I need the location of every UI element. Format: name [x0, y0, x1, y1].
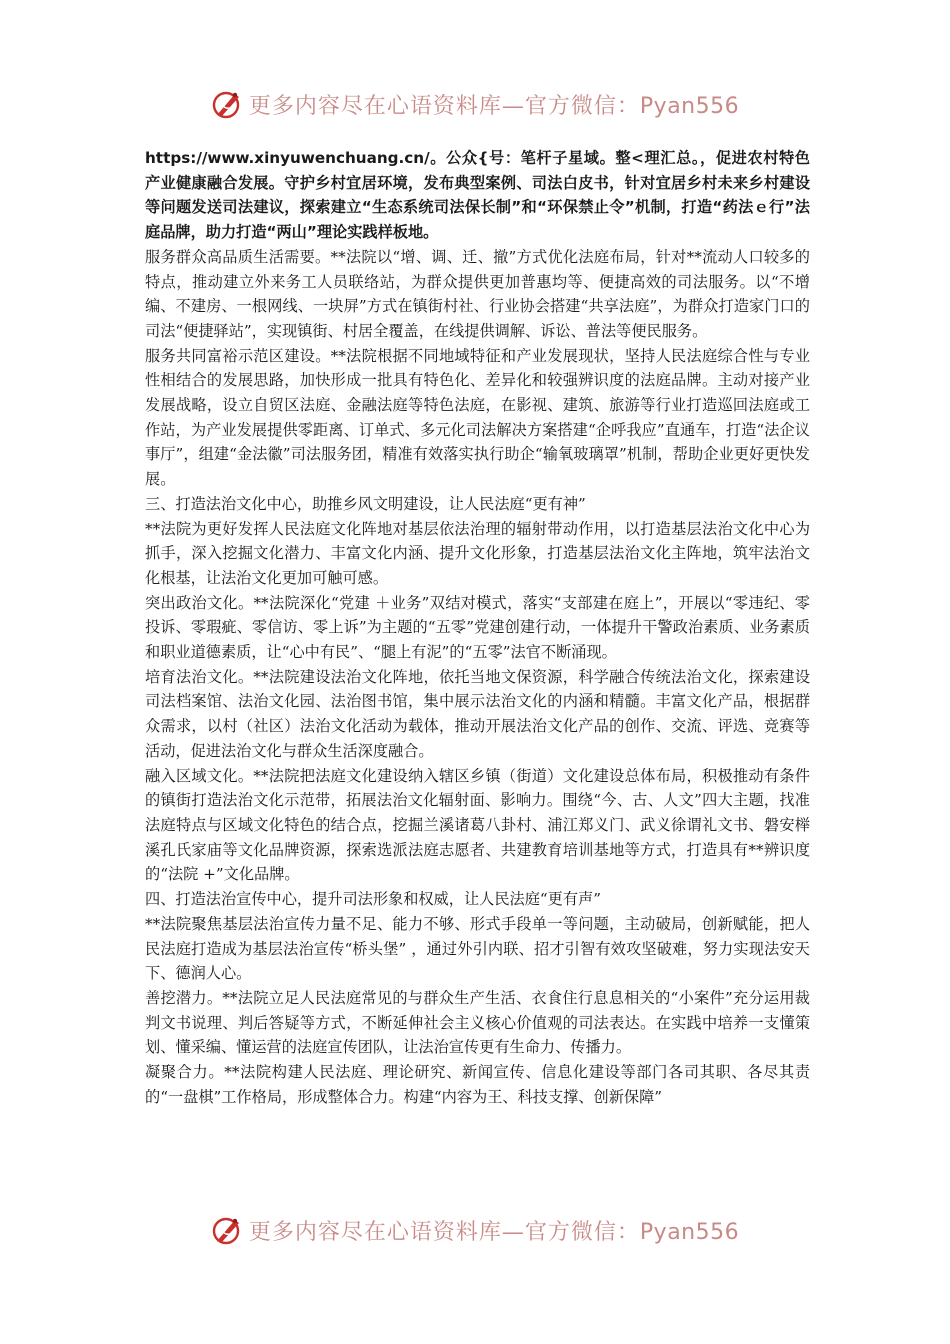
paragraph-regional-culture: 融入区域文化。**法院把法庭文化建设纳入辖区乡镇（街道）文化建设总体布局，积极推动有条件的镇街打造法治文化示范带，拓展法治文化辐射面、影响力。围绕“今、古、人文”四大主题，找准法庭特点与区域文化特色的结合点，挖掘兰溪诸葛八卦村、浦江郑义门、武义徐谓礼文书、磐安榉溪孔氏家庙等文化品牌资源，探索选派法庭志愿者、共建教育培训基地等方式，打造具有**辨识度的“法院 +”文化品牌。 — [145, 766, 810, 884]
pen-circle-logo-icon — [211, 1214, 243, 1246]
footer-banner — [0, 1208, 950, 1252]
banner-text — [249, 1215, 739, 1246]
paragraph-legal-culture: 培育法治文化。**法院建设法治文化阵地，依托当地文保资源，科学融合传统法治文化，探索建设司法档案馆、法治文化园、法治图书馆，集中展示法治文化的内涵和精髓。丰富文化产品，根据群众需求，以村（社区）法治文化活动为载体，推动开展法治文化产品的创作、交流、评选、竞赛等活动，促进法治文化与群众生活深度融合。 — [145, 667, 810, 760]
banner-text — [249, 89, 739, 120]
banner-text-main: 更多内容尽在心语资料库—官方微信： — [248, 93, 640, 119]
section-heading-4: 四、打造法治宣传中心，提升司法形象和权威，让人民法庭“更有声” — [145, 890, 601, 909]
paragraph-culture-center: **法院为更好发挥人民法庭文化阵地对基层依法治理的辐射带动作用，以打造基层法治文化中心为抓手，深入挖掘文化潜力、丰富文化内涵、提升文化形象，打造基层法治文化主阵地，筑牢法治文化根基，让法治文化更加可触可感。 — [145, 519, 810, 587]
pen-circle-logo-icon — [211, 88, 243, 120]
paragraph-prosperity: 服务共同富裕示范区建设。**法院根据不同地域特征和产业发展现状，坚持人民法庭综合性与专业性相结合的发展思路，加快形成一批具有特色化、差异化和较强辨识度的法庭品牌。主动对接产业发展战略，设立自贸区法庭、金融法庭等特色法庭，在影视、建筑、旅游等行业打造巡回法庭或工作站，为产业发展提供零距离、订单式、多元化司法解决方案搭建“企呼我应”直通车，打造“法企议事厅”，组建“金法徽”司法服务团，精准有效落实执行助企“输氧玻璃罩”机制，帮助企业更好更快发展。 — [145, 346, 810, 489]
banner-wechat-id: Pyan556 — [639, 93, 740, 119]
banner-text-main: 更多内容尽在心语资料库—官方微信： — [248, 1219, 640, 1245]
header-banner — [0, 82, 950, 126]
paragraph-intro: https://www.xinyuwenchuang.cn/。公众{号：笔杆子星域。整<理汇总。，促进农村特色产业健康融合发展。守护乡村宜居环境，发布典型案例、司法白皮书，针对宜居乡村未来乡村建设等问题发送司法建议，探索建立“生态系统司法保长制”和“环保禁止令”机制，打造“药法ｅ行”法庭品牌，助力打造“两山”理论实践样板地。 — [145, 149, 810, 242]
section-heading-3: 三、打造法治文化中心，助推乡风文明建设，让人民法庭“更有神” — [145, 494, 586, 513]
paragraph-service-quality: 服务群众高品质生活需要。**法院以“增、调、迁、撤”方式优化法庭布局，针对**流动人口较多的特点，推动建立外来务工人员联络站，为群众提供更加普惠均等、便捷高效的司法服务。以“不增编、不建房、一根网线、一块屏”方式在镇街村社、行业协会搭建“共享法庭”，为群众打造家门口的司法“便捷驿站”，实现镇街、村居全覆盖，在线提供调解、诉讼、普法等便民服务。 — [145, 247, 810, 340]
paragraph-synergy: 凝聚合力。**法院构建人民法庭、理论研究、新闻宣传、信息化建设等部门各司其职、各尽其责的“一盘棋”工作格局，形成整体合力。构建“内容为王、科技支撑、创新保障” — [145, 1063, 810, 1106]
paragraph-publicity-center: **法院聚焦基层法治宣传力量不足、能力不够、形式手段单一等问题，主动破局，创新赋能，把人民法庭打造成为基层法治宣传“桥头堡” ，通过外引内联、招才引智有效攻坚破难，努力实现法安天下、德润人心。 — [145, 914, 810, 983]
banner-wechat-id: Pyan556 — [639, 1219, 740, 1245]
paragraph-political-culture: 突出政治文化。**法院深化“党建 ＋业务”双结对模式，落实“支部建在庭上”，开展以“零违纪、零投诉、零瑕疵、零信访、零上诉”为主题的“五零”党建创建行动，一体提升干警政治素质、业务素质和职业道德素质，让“心中有民”、“腿上有泥”的“五零”法官不断涌现。 — [145, 593, 810, 662]
document-body — [145, 146, 810, 1109]
paragraph-potential: 善挖潜力。**法院立足人民法庭常见的与群众生产生活、衣食住行息息相关的“小案件”充分运用裁判文书说理、判后答疑等方式，不断延伸社会主义核心价值观的司法表达。在实践中培养一支懂策划、懂采编、懂运营的法庭宣传团队，让法治宣传更有生命力、传播力。 — [145, 988, 810, 1057]
